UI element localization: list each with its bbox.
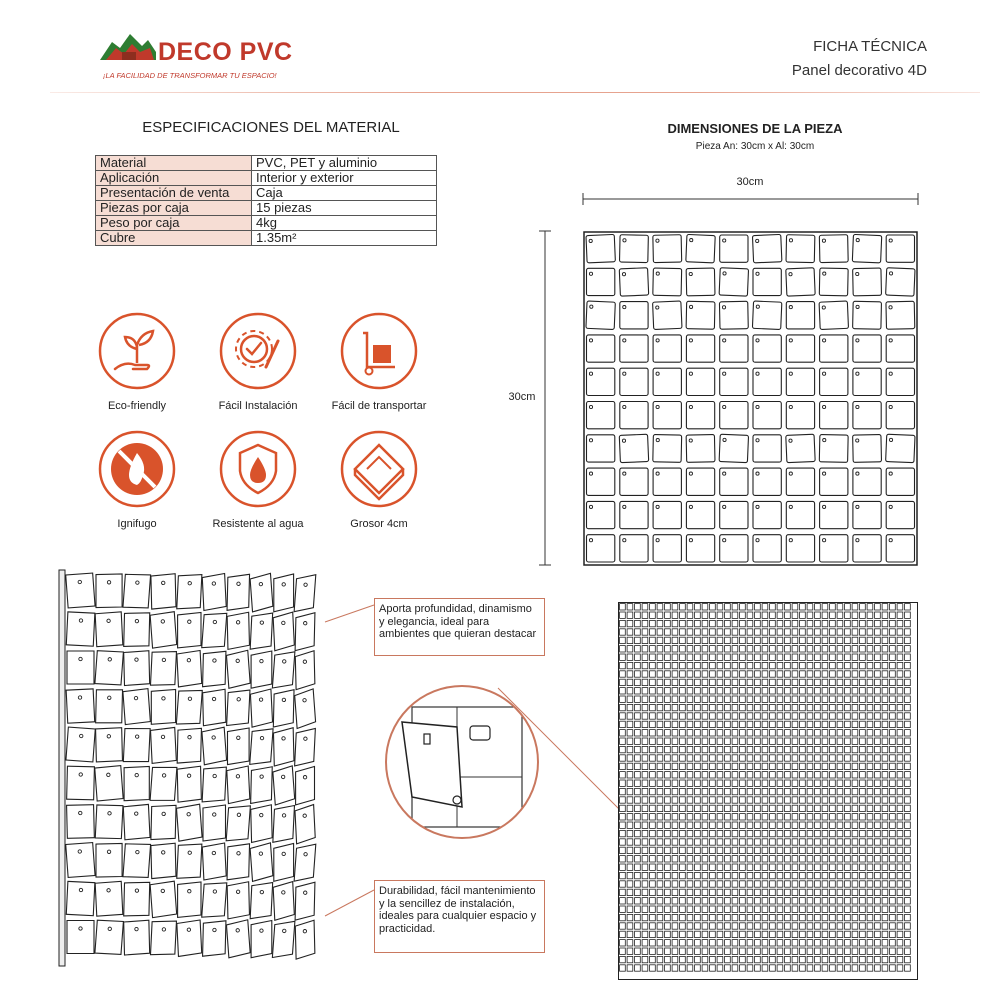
panel-tile <box>150 612 177 648</box>
panel-perspective-view <box>55 568 355 968</box>
panel-tile <box>820 335 848 362</box>
panel-tile <box>250 689 272 727</box>
panel-tile <box>228 728 250 765</box>
panel-tile <box>202 766 226 803</box>
panel-tile <box>177 728 201 764</box>
panel-tile <box>227 882 249 919</box>
panel-tile <box>719 301 748 329</box>
spec-value: 15 piezas <box>252 201 437 216</box>
panel-tile <box>124 612 150 647</box>
panel-tile <box>753 402 781 429</box>
panel-tile <box>66 573 95 608</box>
panel-tile <box>619 434 648 462</box>
spec-key: Cubre <box>96 231 252 246</box>
panel-tile <box>295 612 315 651</box>
panel-tile <box>653 301 682 329</box>
panel-tile <box>124 767 149 801</box>
callout-depth: Aporta profundidad, dinamismo y elegancia, ideal para ambientes que quieran destacar <box>374 598 545 656</box>
panel-tile <box>587 402 615 429</box>
panel-tile <box>274 844 294 882</box>
panel-tile <box>150 881 177 917</box>
panel-tile <box>202 573 226 610</box>
panel-tile <box>653 235 682 263</box>
panel-tile <box>95 766 123 801</box>
panel-tile <box>151 805 176 840</box>
panel-tile <box>886 268 915 296</box>
spec-key: Peso por caja <box>96 216 252 231</box>
panel-tile <box>123 804 150 839</box>
panel-tile <box>686 368 714 395</box>
panel-tile <box>587 535 615 562</box>
panel-tile <box>273 612 295 651</box>
panel-tile <box>66 843 95 878</box>
panel-tile <box>124 920 150 955</box>
panel-tile <box>226 650 250 688</box>
panel-tile <box>273 728 294 766</box>
panel-tile <box>719 434 748 462</box>
panel-tile <box>178 613 201 648</box>
panel-tile <box>853 301 882 329</box>
panel-tile <box>686 301 715 329</box>
panel-dense-pattern <box>618 602 918 980</box>
spec-value: Interior y exterior <box>252 171 437 186</box>
panel-tile <box>686 535 714 562</box>
specs-title: ESPECIFICACIONES DEL MATERIAL <box>142 119 400 136</box>
panel-tile <box>620 235 649 263</box>
panel-tile <box>587 368 615 395</box>
panel-tile <box>177 650 202 687</box>
panel-tile <box>150 766 177 802</box>
panel-tile <box>251 921 272 958</box>
panel-tile <box>95 881 123 916</box>
panel-tile <box>295 651 315 690</box>
panel-tile <box>653 468 681 495</box>
detail-zoom-circle <box>382 682 542 842</box>
brand-name: DECO PVC <box>158 38 293 66</box>
panel-tile <box>686 335 714 362</box>
height-label: 30cm <box>508 391 536 403</box>
panel-tile <box>96 728 123 762</box>
panel-tile <box>251 805 273 843</box>
panel-tile <box>852 234 881 262</box>
panel-tile <box>226 804 250 842</box>
panel-tile <box>653 535 681 562</box>
panel-tile <box>886 335 914 362</box>
panel-tile <box>272 920 295 959</box>
panel-tile <box>95 920 123 955</box>
panel-tile <box>295 882 315 921</box>
feature-label: Fácil de transportar <box>331 400 427 412</box>
brand-tagline: ¡LA FACILIDAD DE TRANSFORMAR TU ESPACIO! <box>103 71 277 80</box>
panel-tile <box>203 920 226 957</box>
panel-tile <box>203 651 226 688</box>
document-subtitle: Panel decorativo 4D <box>791 62 927 79</box>
panel-tile <box>819 301 848 329</box>
panel-tile <box>853 468 881 495</box>
panel-tile <box>150 727 176 763</box>
panel-tile <box>587 435 615 462</box>
panel-tile <box>719 268 748 296</box>
panel-tile <box>67 805 95 839</box>
panel-tile <box>853 402 881 429</box>
panel-tile <box>686 268 715 296</box>
panel-tile <box>753 468 781 495</box>
panel-tile <box>227 843 249 880</box>
panel-tile <box>653 501 681 528</box>
panel-tile <box>227 689 250 727</box>
panel-tile <box>786 268 815 296</box>
panel-tile <box>227 574 249 611</box>
panel-tile <box>66 881 95 915</box>
panel-tile <box>753 335 781 362</box>
panel-tile <box>587 468 615 495</box>
panel-tile <box>203 689 226 726</box>
panel-tile <box>786 302 814 329</box>
panel-tile <box>294 573 316 613</box>
panel-tile <box>752 301 781 329</box>
panel-tile <box>96 844 122 878</box>
panel-tile <box>886 301 915 329</box>
panel-tile <box>294 843 316 883</box>
panel-tile <box>853 535 881 562</box>
panel-tile <box>620 501 648 528</box>
panel-tile <box>886 468 914 495</box>
panel-tile <box>620 302 648 329</box>
panel-tile <box>67 651 94 684</box>
panel-tile <box>720 402 748 429</box>
panel-tile <box>67 766 95 800</box>
panel-tile <box>66 689 95 723</box>
panel-tile <box>786 501 814 528</box>
panel-tile <box>720 335 748 362</box>
panel-tile <box>820 501 848 528</box>
panel-tile <box>819 235 848 263</box>
panel-tile <box>123 727 150 762</box>
panel-tile <box>853 435 882 463</box>
panel-tile <box>620 368 648 395</box>
panel-tile <box>820 535 848 562</box>
panel-tile <box>720 468 748 495</box>
panel-tile <box>686 501 714 528</box>
feature-label: Ignifugo <box>117 518 157 530</box>
panel-tile <box>786 368 814 395</box>
panel-tile <box>886 402 914 429</box>
panel-tile <box>66 612 95 646</box>
panel-tile <box>124 651 150 686</box>
panel-tile <box>177 573 202 610</box>
panel-tile <box>95 804 123 839</box>
panel-tile <box>227 612 249 649</box>
spec-key: Presentación de venta <box>96 186 252 201</box>
panel-tile <box>886 535 914 562</box>
panel-tile <box>653 402 681 429</box>
spec-key: Aplicación <box>96 171 252 186</box>
spec-value: PVC, PET y aluminio <box>252 156 437 171</box>
panel-tile <box>250 882 272 920</box>
panel-tile <box>124 882 150 917</box>
dimensions-title: DIMENSIONES DE LA PIEZA <box>667 121 843 136</box>
panel-tile <box>820 402 848 429</box>
feature-label: Eco-friendly <box>107 400 167 412</box>
panel-tile <box>620 535 648 562</box>
panel-tile <box>786 335 814 362</box>
panel-tile <box>272 650 295 689</box>
panel-tile <box>202 843 226 880</box>
panel-tile <box>250 727 273 766</box>
panel-tile <box>853 368 881 395</box>
panel-tile <box>66 727 95 762</box>
spec-key: Material <box>96 156 252 171</box>
panel-tile <box>294 689 316 729</box>
panel-tile <box>886 368 914 395</box>
panel-tile <box>177 843 202 880</box>
panel-tile <box>752 234 781 262</box>
panel-tile <box>786 402 814 429</box>
panel-tile <box>151 690 175 725</box>
panel-tile <box>620 468 648 495</box>
panel-tile <box>295 728 316 767</box>
panel-tile <box>653 268 682 296</box>
panel-tile <box>176 689 202 726</box>
panel-tile <box>273 805 295 844</box>
panel-tile <box>586 301 615 329</box>
panel-tile <box>620 335 648 362</box>
spec-key: Piezas por caja <box>96 201 252 216</box>
panel-tile <box>150 920 176 956</box>
feature-label: Resistente al agua <box>212 518 304 530</box>
panel-tile <box>620 402 648 429</box>
panel-tile <box>720 368 748 395</box>
panel-tile <box>653 335 681 362</box>
panel-tile <box>686 402 714 429</box>
panel-tile <box>177 766 201 802</box>
panel-tile <box>786 235 815 263</box>
panel-tile <box>250 573 273 612</box>
panel-tile <box>227 766 250 804</box>
panel-tile <box>586 234 615 262</box>
dimensions-subtitle: Pieza An: 30cm x Al: 30cm <box>695 141 815 152</box>
panel-tile <box>295 920 315 959</box>
panel-tile <box>251 766 273 804</box>
panel-tile <box>202 727 227 765</box>
panel-tile <box>273 689 294 727</box>
width-label: 30cm <box>736 176 764 188</box>
panel-tile <box>853 501 881 528</box>
callout-durability: Durabilidad, fácil mantenimiento y la sencillez de instalación, ideales para cualquier espacio y practicidad. <box>374 880 545 953</box>
panel-tile <box>619 268 648 296</box>
panel-tile <box>273 882 295 921</box>
panel-tile <box>251 651 272 688</box>
panel-tile <box>820 468 848 495</box>
panel-tile <box>587 335 615 362</box>
panel-tile <box>753 501 781 528</box>
feature-label: Fácil Instalación <box>218 400 298 412</box>
panel-tile <box>226 920 250 958</box>
panel-tile <box>202 612 227 650</box>
panel-tile <box>96 689 123 723</box>
panel-tile <box>150 650 176 686</box>
panel-tile <box>653 368 681 395</box>
panel-tile <box>250 612 272 650</box>
panel-front-view <box>583 231 918 566</box>
panel-tile <box>886 235 914 262</box>
panel-tile <box>67 921 94 954</box>
panel-tile <box>250 843 273 882</box>
panel-tile <box>587 268 615 295</box>
panel-tile <box>720 501 748 528</box>
panel-tile <box>753 435 781 462</box>
panel-tile <box>95 650 123 685</box>
panel-tile <box>686 435 715 463</box>
panel-tile <box>177 920 202 957</box>
panel-tile <box>151 843 176 878</box>
panel-tile <box>786 468 814 495</box>
panel-tile <box>295 805 316 844</box>
panel-tile <box>753 368 781 395</box>
panel-tile <box>819 268 848 296</box>
panel-tile <box>720 235 748 262</box>
panel-tile <box>886 501 914 528</box>
panel-tile <box>123 573 151 609</box>
panel-tile <box>123 689 151 725</box>
panel-tile <box>296 767 315 805</box>
panel-tile <box>203 805 226 841</box>
panel-tile <box>720 535 748 562</box>
panel-tile <box>786 535 814 562</box>
panel-tile <box>819 435 848 463</box>
panel-tile <box>853 335 881 362</box>
panel-tile <box>886 434 915 462</box>
panel-tile <box>96 574 122 608</box>
panel-tile <box>820 368 848 395</box>
document-title: FICHA TÉCNICA <box>813 38 927 55</box>
spec-value: 4kg <box>252 216 437 231</box>
panel-tile <box>95 612 123 647</box>
panel-tile <box>176 804 202 841</box>
panel-tile <box>686 234 715 262</box>
panel-tile <box>123 843 151 879</box>
panel-tile <box>274 574 294 612</box>
panel-tile <box>653 435 682 463</box>
feature-label: Grosor 4cm <box>350 518 408 530</box>
spec-value: 1.35m² <box>252 231 437 246</box>
panel-tile <box>151 574 176 609</box>
panel-tile <box>786 434 815 462</box>
panel-tile <box>853 268 882 296</box>
panel-tile <box>178 882 201 917</box>
panel-tile <box>587 501 615 528</box>
panel-tile <box>202 881 227 919</box>
panel-tile <box>686 468 714 495</box>
panel-tile <box>753 535 781 562</box>
panel-tile <box>273 766 296 805</box>
spec-value: Caja <box>252 186 437 201</box>
panel-tile <box>753 268 781 295</box>
